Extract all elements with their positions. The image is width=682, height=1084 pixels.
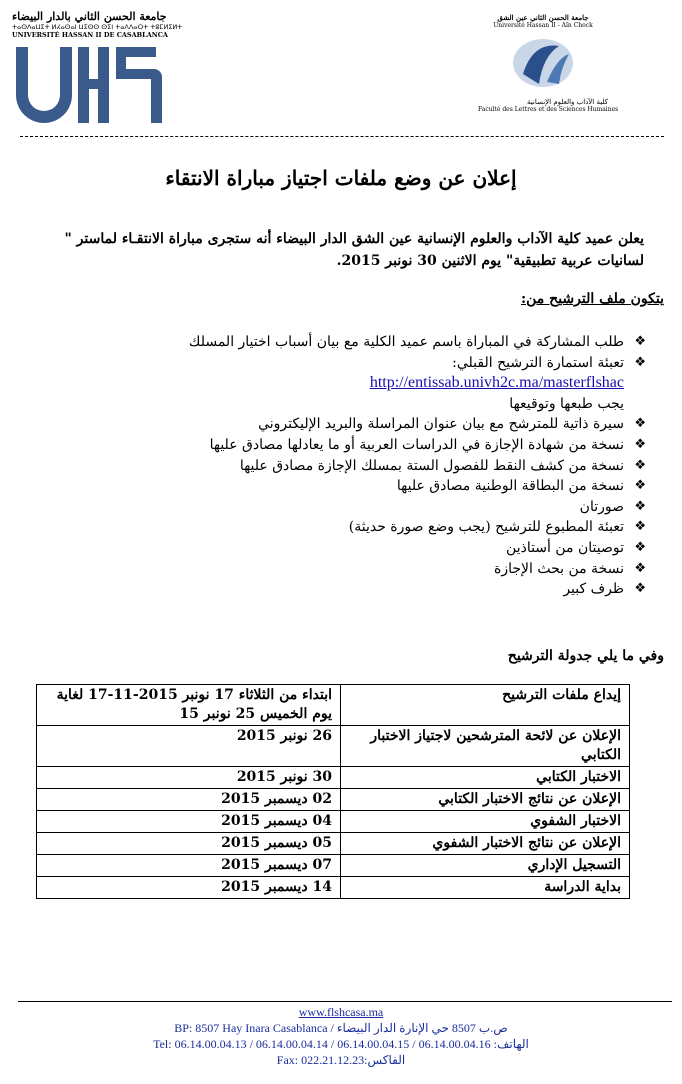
table-row [37, 877, 630, 899]
schedule-event: الإعلان عن نتائج الاختبار الشفوي [341, 833, 630, 855]
list-item: ❖ نسخة من البطاقة الوطنية مصادق عليها [60, 476, 646, 497]
schedule-event: الاختبار الشفوي [341, 811, 630, 833]
diamond-bullet-icon: ❖ [634, 478, 646, 494]
university-french-name: UNIVERSITÉ HASSAN II DE CASABLANCA [12, 31, 168, 39]
schedule-date: 04 دیسمبر 2015 [37, 811, 341, 833]
table-row [37, 789, 630, 811]
university-arabic-name: جامعة الحسن الثاني بالدار البيضاء [12, 10, 167, 23]
diamond-bullet-icon: ❖ [634, 416, 646, 432]
faculty-logo-icon [503, 34, 583, 92]
schedule-date: 14 دیسمبر 2015 [37, 877, 341, 899]
table-row [37, 833, 630, 855]
list-item: يجب طبعها وتوقيعها [509, 395, 624, 412]
table-row [37, 685, 630, 726]
list-item: ❖ نسخة من شهادة الإجازة في الدراسات العربية أو ما يعادلها مصادق عليها [60, 435, 646, 456]
diamond-bullet-icon: ❖ [634, 457, 646, 473]
diamond-bullet-icon: ❖ [634, 354, 646, 370]
address-french: BP: 8507 Hay Inara Casablanca / [174, 1021, 334, 1035]
schedule-event: الإعلان عن نتائج الاختبار الكتابي [341, 789, 630, 811]
schedule-event: الاختبار الكتابي [341, 767, 630, 789]
schedule-date: 02 دیسمبر 2015 [37, 789, 341, 811]
phone-label-arabic: الهاتف: [493, 1037, 529, 1051]
faculty-arabic-name: كلية الآداب والعلوم الإنسانية [527, 98, 608, 106]
table-row [37, 767, 630, 789]
list-item: ❖ توصيتان من أستاذين [60, 538, 646, 559]
list-item: ❖ نسخة من بحث الإجازة [60, 559, 646, 580]
schedule-date: 26 نونبر 2015 [37, 726, 341, 767]
faculty-uni-french: Université Hassan II - Aïn Chock [493, 22, 593, 29]
address-arabic: ص.ب 8507 حي الإنارة الدار البيضاء [336, 1021, 508, 1035]
fax-number: Fax: 022.21.12.23 [276, 1053, 365, 1067]
footer-divider [18, 1001, 672, 1002]
schedule-event: إيداع ملفات الترشيح [341, 685, 630, 726]
list-item: ❖ سيرة ذاتية للمترشح مع بيان عنوان المراسلة والبريد الإليكتروني [60, 414, 646, 435]
schedule-event: الإعلان عن لائحة المترشحين لاجتياز الاختبار الكتابي [341, 726, 630, 767]
header-divider [20, 136, 664, 137]
website-link[interactable]: www.flshcasa.ma [298, 1005, 384, 1019]
diamond-bullet-icon: ❖ [634, 519, 646, 535]
schedule-event: التسجيل الإداري [341, 855, 630, 877]
schedule-heading: وفي ما يلي جدولة الترشيح [507, 648, 664, 664]
table-row [37, 811, 630, 833]
diamond-bullet-icon: ❖ [634, 581, 646, 597]
phone-numbers: Tel: 06.14.00.04.13 / 06.14.00.04.14 / 06.14.00.04.15 / 06.14.00.04.16 [153, 1037, 491, 1051]
diamond-bullet-icon: ❖ [634, 334, 646, 349]
table-row [37, 726, 630, 767]
university-tifinagh-name: ⵜⴰⵙⴷⴰⵡⵉⵜ ⵍⵃⴰⵙⴰⵏ ⵡⵉⵙⵙ ⵙⵉⵏ ⵜⴰⴷⴷⴰⵔⵜ ⵜⵓⵎⵍⵉⵍⵜ [12, 23, 183, 31]
diamond-bullet-icon: ❖ [634, 560, 646, 576]
schedule-date: ابتداء من الثلاثاء 17 نونبر 2015-11-17 لغاية يوم الخميس 25 نونبر 15 [37, 685, 341, 726]
table-row [37, 855, 630, 877]
schedule-table [36, 684, 630, 899]
dossier-list [60, 332, 646, 600]
announcement-intro: يعلن عميد كلية الآداب والعلوم الإنسانية عين الشق الدار البيضاء أنه ستجرى مباراة الانتقـاء لماستر " لسانيات عربية تطبيقية" يوم الاثنين 30 نونبر 2015. [64, 231, 644, 269]
list-item: ❖ نسخة من كشف النقط للفصول الستة بمسلك الإجازة مصادق عليها [60, 456, 646, 477]
faculty-french-name: Faculté des Lettres et des Sciences Humaines [478, 106, 619, 113]
list-item: ❖ صورتان [60, 497, 646, 518]
faculty-uni-arabic: جامعة الحسن الثاني عين الشق [497, 13, 589, 22]
schedule-date: 07 دیسمبر 2015 [37, 855, 341, 877]
list-item [60, 373, 646, 394]
fax-label-arabic: الفاكس: [364, 1053, 406, 1067]
dossier-heading: يتكون ملف الترشيح من: [520, 291, 664, 307]
university-header [12, 10, 183, 130]
diamond-bullet-icon: ❖ [634, 539, 646, 555]
diamond-bullet-icon: ❖ [634, 498, 646, 514]
list-item: ❖ تعبئة المطبوع للترشيح (يجب وضع صورة حديثة) [60, 517, 646, 538]
preregistration-link[interactable]: http://entissab.univh2c.ma/masterflshac [369, 374, 624, 392]
faculty-header [478, 13, 619, 134]
uh2c-logo-icon [12, 43, 162, 127]
page-title: إعلان عن وضع ملفات اجتياز مباراة الانتقاء [165, 166, 517, 190]
diamond-bullet-icon: ❖ [634, 436, 646, 452]
list-item: ❖ طلب المشاركة في المباراة باسم عميد الكلية مع بيان أسباب اختيار المسلك [60, 332, 646, 353]
list-item: ❖ تعبئة استمارة الترشيح القبلي: [60, 353, 646, 374]
footer [0, 1004, 682, 1068]
schedule-date: 05 دیسمبر 2015 [37, 833, 341, 855]
list-item: ❖ ظرف كبير [60, 579, 646, 600]
schedule-event: بداية الدراسة [341, 877, 630, 899]
schedule-date: 30 نونبر 2015 [37, 767, 341, 789]
